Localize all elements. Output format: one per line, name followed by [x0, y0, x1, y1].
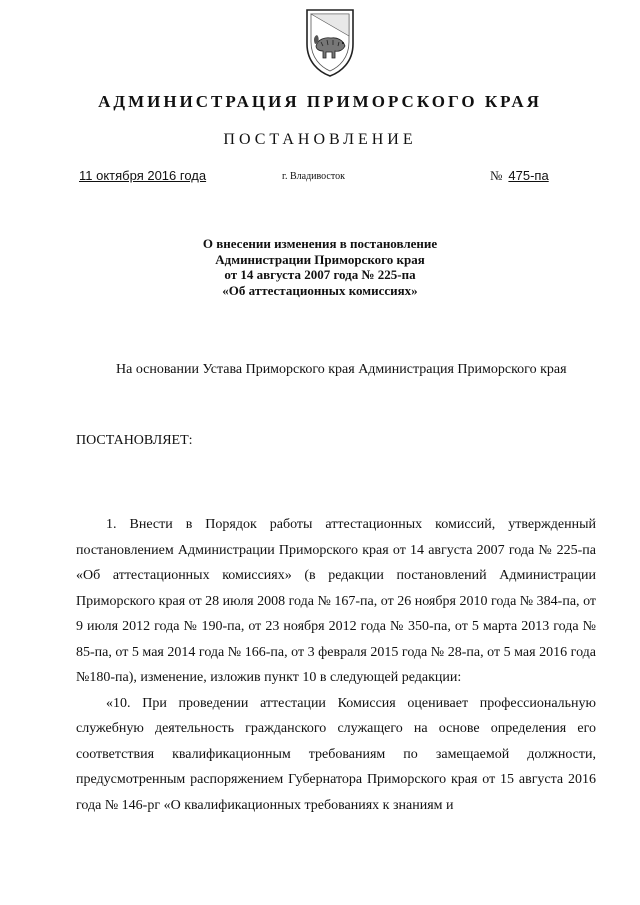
title-line-2: Администрации Приморского края	[215, 251, 425, 267]
resolve-heading: ПОСТАНОВЛЯЕТ:	[76, 433, 193, 448]
title-line-3: от 14 августа 2007 года № 225-па	[224, 267, 416, 282]
number-value: 475-па	[508, 168, 549, 183]
number-sign: №	[490, 168, 503, 183]
document-number	[490, 168, 549, 184]
document-date: 11 октября 2016 года	[79, 168, 207, 183]
document-city: г. Владивосток	[282, 171, 345, 182]
document-title	[0, 236, 640, 298]
primorsky-krai-coat-of-arms-icon	[301, 6, 359, 78]
paragraph-1: 1. Внести в Порядок работы аттестационных комиссий, утвержденный постановлением Администрации Приморского края от 14 августа 2007 года № 225-па «Об аттестационных комиссиях» (в редакции постановлений Администрации Приморского края от 28 июля 2008 года № 167-па, от 26 ноября 2010 года № 384-па, от 9 июля 2012 года № 190-па, от 23 ноября 2012 года № 350-па, от 5 марта 2013 года № 85-па, от 5 мая 2014 года № 166-па, от 3 февраля 2015 года № 28-па, от 5 мая 2016 года №180-па), изменение, изложив пункт 10 в следующей редакции:	[76, 517, 596, 685]
document-type: ПОСТАНОВЛЕНИЕ	[223, 131, 417, 148]
title-line-1: О внесении изменения в постановление	[202, 236, 438, 251]
basis-paragraph: На основании Устава Приморского края Администрация Приморского края	[116, 362, 567, 377]
agency-name: АДМИНИСТРАЦИЯ ПРИМОРСКОГО КРАЯ	[98, 92, 542, 111]
title-line-4: «Об аттестационных комиссиях»	[222, 282, 418, 298]
body-text	[76, 512, 596, 818]
paragraph-2: «10. При проведении аттестации Комиссия оценивает профессиональную служебную деятельность гражданского служащего на основе определения его соответствия квалификационным требованиям по замещаемой должности, предусмотренным распоряжением Губернатора Приморского края от 15 августа 2016 года № 146-рг «О квалификационных требованиях к знаниям и	[76, 695, 596, 813]
